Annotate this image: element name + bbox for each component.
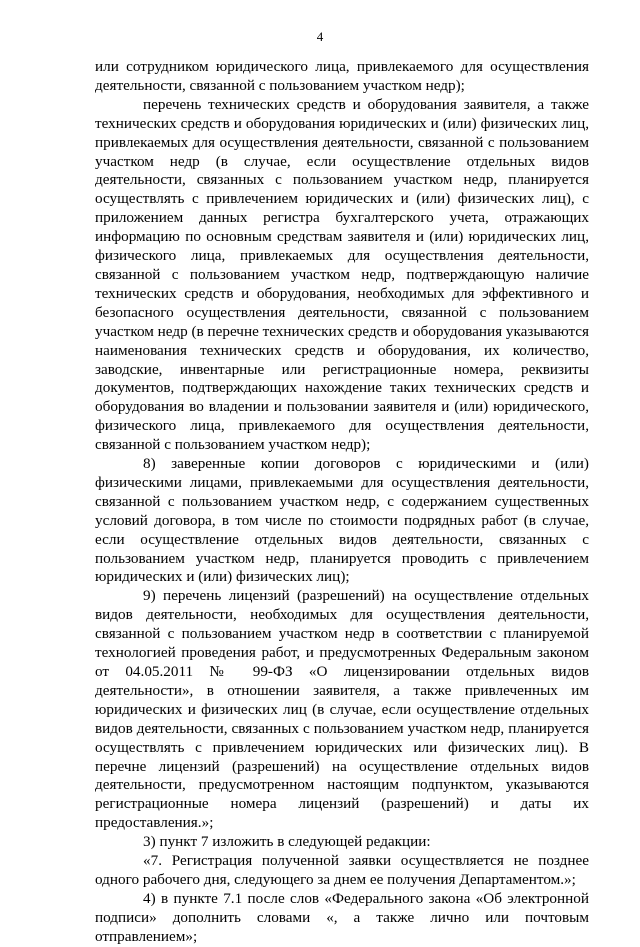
paragraph-equipment-list: перечень технических средств и оборудования заявителя, а также технических средств и оборудования юридических и (или) физических лиц, привлекаемых для осуществления деятельности, связанной с пользованием участком недр (в случае, если осуществление отдельных видов деятельности, связанных с пользованием участком недр, планируется осуществлять с привлечением юридических и (или) физических лиц), с приложением данных регистра бухгалтерского учета, отражающих информацию по основным средствам заявителя и (или) юридических лиц, физического лица, привлекаемых для осуществления деятельности, связанной с пользованием участком недр, подтверждающую наличие технических средств и оборудования, необходимых для эффективного и безопасного осуществления деятельности, связанной с пользованием участком недр (в перечне технических средств и оборудования указываются наименования технических средств и оборудования, их количество, заводские, инвентарные или регистрационные номера, реквизиты документов, подтверждающих нахождение таких технических средств и оборудования во владении и пользовании заявителя и (или) юридического, физического лица, привлекаемого для осуществления деятельности, связанной с пользованием участком недр);: [95, 95, 590, 454]
paragraph-item-3: 3) пункт 7 изложить в следующей редакции:: [143, 833, 431, 851]
document-body: [95, 58, 589, 947]
page-number: 4: [316, 29, 324, 44]
paragraph-item-8: 8) заверенные копии договоров с юридическими и (или) физическими лицами, привлекаемыми для осуществления деятельности, связанной с пользованием участком недр, с содержанием существенных условий договора, в том числе по стоимости подрядных работ (в случае, если осуществление отдельных видов деятельности, связанных с пользованием участком недр, планируется проводить с привлечением юридических и (или) физических лиц);: [95, 455, 589, 586]
paragraph-clause-7: «7. Регистрация полученной заявки осуществляется не позднее одного рабочего дня, следующего за днем ее получения Департаментом.»;: [95, 852, 589, 888]
paragraph-continuation: или сотрудником юридического лица, привлекаемого для осуществления деятельности, связанной с пользованием участком недр);: [95, 58, 589, 94]
paragraph-item-4: 4) в пункте 7.1 после слов «Федерального закона «Об электронной подписи» дополнить словами «, а также лично или почтовым отправлением»;: [95, 889, 589, 945]
paragraph-item-9: 9) перечень лицензий (разрешений) на осуществление отдельных видов деятельности, необходимых для осуществления деятельности, связанной с пользованием участком недр в соответствии с планируемой технологией проведения работ, и предусмотренных Федеральным законом от 04.05.2011 № 99-ФЗ «О лицензировании отдельных видов деятельности», в отношении заявителя, а также привлеченных им юридических и физических лиц (в случае, если осуществление отдельных видов деятельности, связанных с пользованием участком недр, планируется осуществлять с привлечением юридических или физических лиц). В перечне лицензий (разрешений) на осуществление отдельных видов деятельности, предусмотренном настоящим подпунктом, указываются регистрационные номера лицензий (разрешений) и даты их предоставления.»;: [95, 587, 589, 832]
